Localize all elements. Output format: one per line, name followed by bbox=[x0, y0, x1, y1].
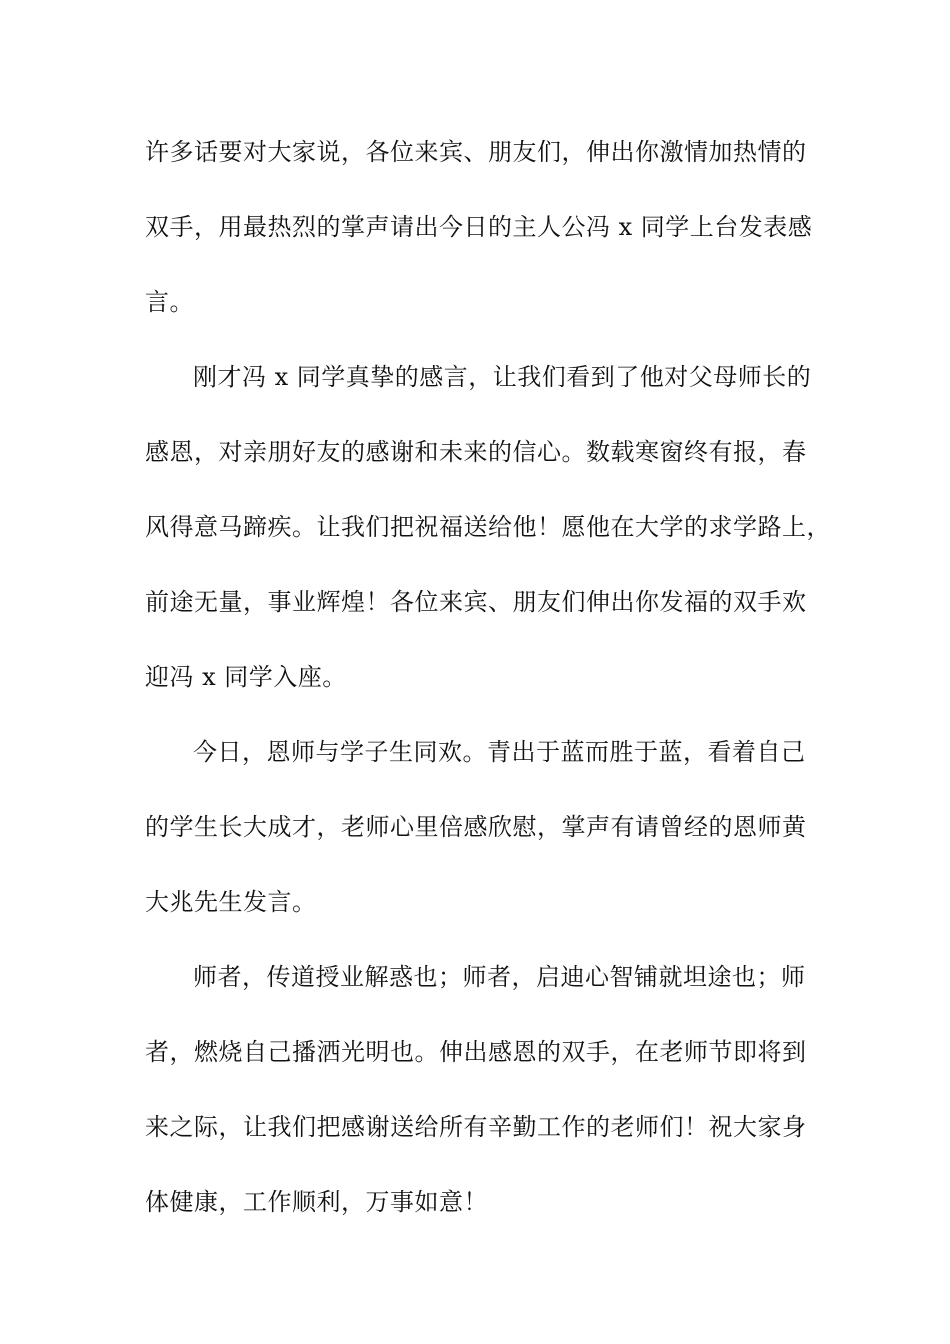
text-line: 前途无量，事业辉煌！各位来宾、朋友们伸出你发福的双手欢 bbox=[145, 588, 807, 616]
text-line: 体健康，工作顺利，万事如意！ bbox=[145, 1188, 488, 1216]
text-line: 今日，恩师与学子生同欢。青出于蓝而胜于蓝，看着自己 bbox=[193, 738, 806, 766]
text-line: 言。 bbox=[145, 288, 194, 316]
text-line: 来之际，让我们把感谢送给所有辛勤工作的老师们！祝大家身 bbox=[145, 1113, 807, 1141]
document-body bbox=[145, 122, 831, 1247]
text-line: 感恩，对亲朋好友的感谢和未来的信心。数载寒窗终有报，春 bbox=[145, 438, 807, 466]
text-line: 大兆先生发言。 bbox=[145, 888, 317, 916]
paragraph-2 bbox=[145, 347, 831, 722]
paragraph-3 bbox=[145, 722, 820, 947]
text-line: 师者，传道授业解惑也；师者，启迪心智铺就坦途也；师 bbox=[193, 963, 806, 991]
text-line: 双手，用最热烈的掌声请出今日的主人公冯 x 同学上台发表感 bbox=[145, 213, 813, 241]
text-line: 刚才冯 x 同学真挚的感言，让我们看到了他对父母师长的 bbox=[193, 363, 812, 391]
text-line: 许多话要对大家说，各位来宾、朋友们，伸出你激情加热情的 bbox=[145, 138, 807, 166]
text-line: 风得意马蹄疾。让我们把祝福送给他！愿他在大学的求学路上， bbox=[145, 513, 831, 541]
text-line: 的学生长大成才，老师心里倍感欣慰，掌声有请曾经的恩师黄 bbox=[145, 813, 807, 841]
text-line: 迎冯 x 同学入座。 bbox=[145, 663, 347, 691]
text-line: 者，燃烧自己播洒光明也。伸出感恩的双手，在老师节即将到 bbox=[145, 1038, 807, 1066]
paragraph-1 bbox=[145, 122, 820, 347]
paragraph-4 bbox=[145, 947, 820, 1247]
